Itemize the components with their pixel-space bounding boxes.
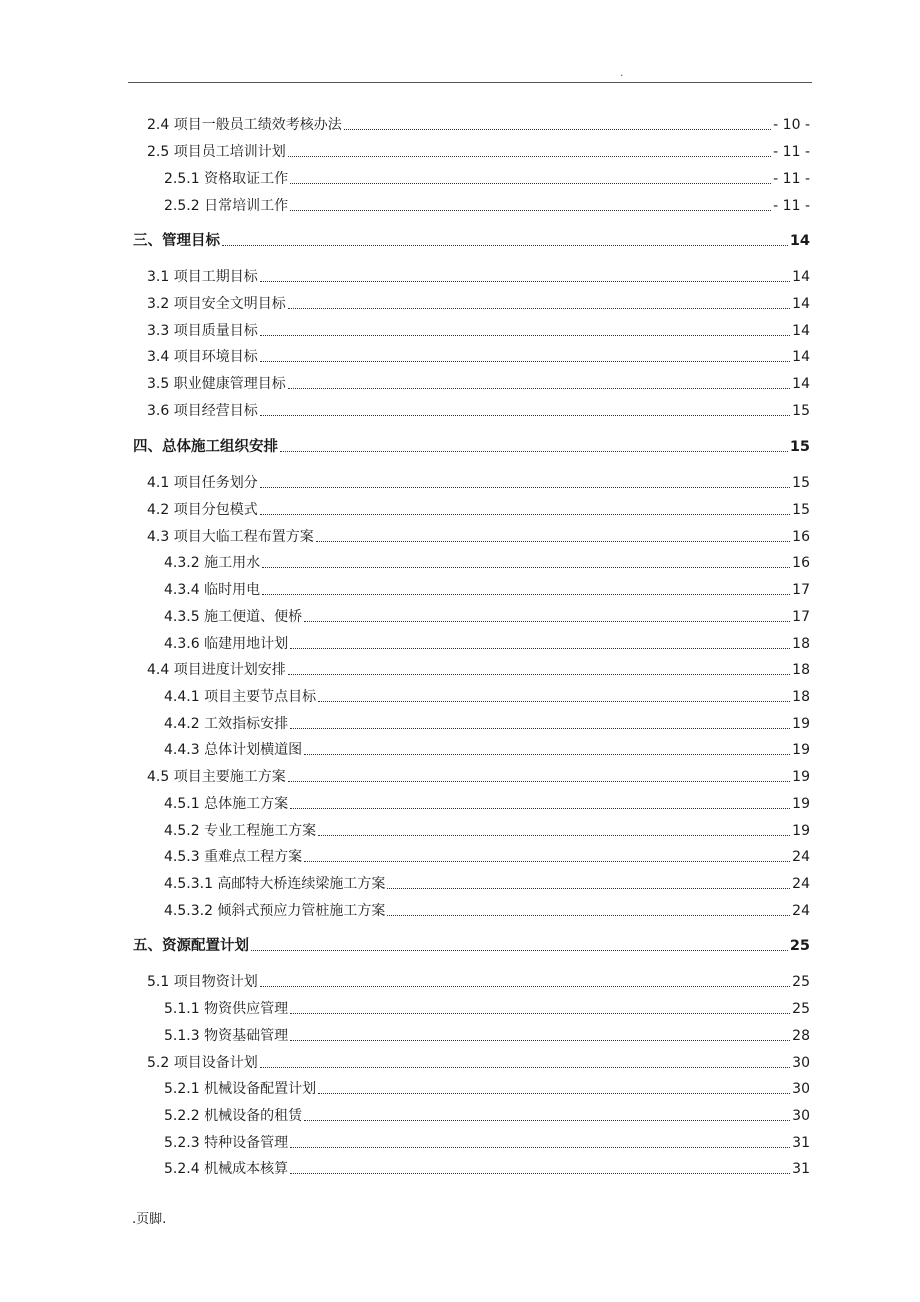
toc-entry-label: 5.2.2 机械设备的租赁 <box>164 1108 303 1124</box>
toc-entry[interactable] <box>147 143 810 161</box>
toc-entry[interactable] <box>164 795 810 813</box>
toc-entry-label: 4.3 项目大临工程布置方案 <box>147 529 314 545</box>
toc-leader-dots <box>304 1119 790 1121</box>
toc-leader-dots <box>290 209 771 211</box>
toc-entry-label: 4.5.3.1 高邮特大桥连续梁施工方案 <box>164 876 386 892</box>
toc-entry[interactable] <box>147 768 810 786</box>
toc-entry-page: 19 <box>792 823 810 839</box>
toc-entry[interactable] <box>164 1160 810 1178</box>
toc-entry-page: 18 <box>792 662 810 678</box>
toc-entry-page: 24 <box>792 903 810 919</box>
toc-entry-label: 4.3.2 施工用水 <box>164 555 261 571</box>
toc-entry-page: 16 <box>792 529 810 545</box>
toc-entry-label: 4.3.4 临时用电 <box>164 582 261 598</box>
toc-entry[interactable] <box>164 635 810 653</box>
toc-entry-page: 25 <box>792 1001 810 1017</box>
toc-leader-dots <box>318 834 790 836</box>
toc-entry[interactable] <box>164 1027 810 1045</box>
toc-entry-page: 18 <box>792 636 810 652</box>
toc-entry[interactable] <box>164 1000 810 1018</box>
toc-entry[interactable] <box>164 1107 810 1125</box>
toc-entry-label: 2.4 项目一般员工绩效考核办法 <box>147 117 342 133</box>
toc-leader-dots <box>288 673 790 675</box>
toc-entry-page: 17 <box>792 609 810 625</box>
toc-entry-page: 17 <box>792 582 810 598</box>
toc-entry-page: 25 <box>789 938 810 954</box>
toc-entry[interactable] <box>133 937 810 955</box>
toc-entry-page: 18 <box>792 689 810 705</box>
toc-entry-label: 4.3.6 临建用地计划 <box>164 636 289 652</box>
header-rule <box>128 82 812 83</box>
toc-entry-page: 19 <box>792 742 810 758</box>
toc-entry[interactable] <box>147 116 810 134</box>
toc-entry-label: 4.4.2 工效指标安排 <box>164 716 289 732</box>
toc-entry-page: 14 <box>792 269 810 285</box>
toc-entry-page: 25 <box>792 974 810 990</box>
toc-leader-dots <box>387 887 790 889</box>
toc-leader-dots <box>280 450 788 452</box>
toc-leader-dots <box>260 486 790 488</box>
toc-leader-dots <box>251 949 788 951</box>
toc-leader-dots <box>288 387 790 389</box>
toc-entry-page: 30 <box>792 1055 810 1071</box>
toc-entry-label: 4.2 项目分包模式 <box>147 502 258 518</box>
toc-entry[interactable] <box>133 232 810 250</box>
toc-entry-page: 15 <box>792 502 810 518</box>
toc-entry[interactable] <box>164 741 810 759</box>
toc-entry-label: 5.1.3 物资基础管理 <box>164 1028 289 1044</box>
toc-entry-label: 3.5 职业健康管理目标 <box>147 376 286 392</box>
toc-leader-dots <box>260 360 790 362</box>
toc-entry-label: 2.5 项目员工培训计划 <box>147 144 286 160</box>
toc-entry[interactable] <box>147 661 810 679</box>
toc-leader-dots <box>260 985 790 987</box>
toc-entry-label: 5.1.1 物资供应管理 <box>164 1001 289 1017</box>
toc-leader-dots <box>260 1066 790 1068</box>
toc-leader-dots <box>260 280 790 282</box>
toc-entry-label: 4.4 项目进度计划安排 <box>147 662 286 678</box>
toc-entry[interactable] <box>147 1054 810 1072</box>
toc-leader-dots <box>290 182 771 184</box>
toc-entry-label: 4.4.1 项目主要节点目标 <box>164 689 317 705</box>
toc-leader-dots <box>290 1012 790 1014</box>
toc-entry-label: 2.5.2 日常培训工作 <box>164 198 289 214</box>
toc-entry-label: 四、总体施工组织安排 <box>133 439 278 455</box>
toc-entry-label: 4.4.3 总体计划横道图 <box>164 742 303 758</box>
toc-leader-dots <box>290 1146 790 1148</box>
toc-entry-page: 28 <box>792 1028 810 1044</box>
toc-leader-dots <box>260 334 790 336</box>
toc-leader-dots <box>290 727 790 729</box>
toc-entry-page: 19 <box>792 716 810 732</box>
toc-entry[interactable] <box>147 501 810 519</box>
toc-entry[interactable] <box>147 348 810 366</box>
toc-entry-label: 3.4 项目环境目标 <box>147 349 258 365</box>
toc-entry-page: 30 <box>792 1108 810 1124</box>
toc-entry[interactable] <box>164 688 810 706</box>
toc-entry-page: - 11 - <box>773 144 810 160</box>
toc-entry[interactable] <box>164 1080 810 1098</box>
toc-leader-dots <box>387 914 790 916</box>
page-footer: .页脚. <box>132 1212 167 1227</box>
toc-entry[interactable] <box>133 438 810 456</box>
toc-entry-page: 16 <box>792 555 810 571</box>
toc-entry-label: 4.1 项目任务划分 <box>147 475 258 491</box>
toc-entry[interactable] <box>164 875 810 893</box>
toc-leader-dots <box>288 155 771 157</box>
toc-entry[interactable] <box>164 902 810 920</box>
toc-entry-label: 4.5 项目主要施工方案 <box>147 769 286 785</box>
toc-entry-page: 31 <box>792 1135 810 1151</box>
toc-entry-label: 3.3 项目质量目标 <box>147 323 258 339</box>
toc-leader-dots <box>262 566 790 568</box>
toc-entry[interactable] <box>164 822 810 840</box>
toc-entry-page: 14 <box>792 296 810 312</box>
toc-entry-label: 2.5.1 资格取证工作 <box>164 171 289 187</box>
toc-leader-dots <box>288 307 790 309</box>
toc-entry-page: 15 <box>792 403 810 419</box>
toc-leader-dots <box>290 647 790 649</box>
toc-entry-label: 5.2 项目设备计划 <box>147 1055 258 1071</box>
toc-leader-dots <box>304 753 790 755</box>
toc-entry[interactable] <box>164 581 810 599</box>
toc-entry-label: 五、资源配置计划 <box>133 938 249 954</box>
toc-entry-page: - 11 - <box>773 171 810 187</box>
toc-leader-dots <box>318 700 790 702</box>
toc-leader-dots <box>290 1039 790 1041</box>
toc-entry-page: 14 <box>789 233 810 249</box>
toc-entry-page: 15 <box>789 439 810 455</box>
toc-entry-page: 24 <box>792 849 810 865</box>
toc-leader-dots <box>344 128 771 130</box>
toc-entry-page: 19 <box>792 796 810 812</box>
toc-entry-label: 4.5.3 重难点工程方案 <box>164 849 303 865</box>
toc-entry-page: - 11 - <box>773 198 810 214</box>
toc-entry-page: 15 <box>792 475 810 491</box>
toc-entry[interactable] <box>147 973 810 991</box>
toc-leader-dots <box>290 1172 790 1174</box>
toc-entry-label: 5.1 项目物资计划 <box>147 974 258 990</box>
toc-entry[interactable] <box>147 375 810 393</box>
toc-leader-dots <box>316 540 790 542</box>
toc-entry[interactable] <box>164 170 810 188</box>
toc-entry-label: 4.3.5 施工便道、便桥 <box>164 609 303 625</box>
toc-entry[interactable] <box>147 402 810 420</box>
toc-entry-label: 5.2.3 特种设备管理 <box>164 1135 289 1151</box>
toc-entry-label: 4.5.3.2 倾斜式预应力管桩施工方案 <box>164 903 386 919</box>
toc-entry-label: 3.1 项目工期目标 <box>147 269 258 285</box>
toc-entry[interactable] <box>164 197 810 215</box>
toc-entry-page: - 10 - <box>773 117 810 133</box>
header-mark: . <box>620 66 624 79</box>
toc-leader-dots <box>288 780 790 782</box>
toc-entry-page: 14 <box>792 376 810 392</box>
toc-entry[interactable] <box>164 848 810 866</box>
toc-leader-dots <box>290 807 790 809</box>
toc-entry[interactable] <box>147 268 810 286</box>
toc-leader-dots <box>304 860 790 862</box>
toc-entry[interactable] <box>164 1134 810 1152</box>
toc-entry-page: 14 <box>792 349 810 365</box>
toc-entry-page: 24 <box>792 876 810 892</box>
toc-entry-page: 31 <box>792 1161 810 1177</box>
toc-entry-label: 4.5.1 总体施工方案 <box>164 796 289 812</box>
toc-entry[interactable] <box>164 554 810 572</box>
toc-entry[interactable] <box>147 474 810 492</box>
toc-entry[interactable] <box>147 295 810 313</box>
toc-leader-dots <box>222 244 788 246</box>
toc-entry[interactable] <box>147 322 810 340</box>
toc-leader-dots <box>318 1092 790 1094</box>
toc-entry-label: 5.2.1 机械设备配置计划 <box>164 1081 317 1097</box>
toc-leader-dots <box>260 414 790 416</box>
toc-entry-page: 14 <box>792 323 810 339</box>
toc-leader-dots <box>304 620 790 622</box>
toc-entry-label: 3.2 项目安全文明目标 <box>147 296 286 312</box>
toc-entry-page: 30 <box>792 1081 810 1097</box>
toc-entry-label: 5.2.4 机械成本核算 <box>164 1161 289 1177</box>
toc-entry-label: 4.5.2 专业工程施工方案 <box>164 823 317 839</box>
toc-entry-label: 3.6 项目经营目标 <box>147 403 258 419</box>
toc-leader-dots <box>262 593 790 595</box>
toc-entry-page: 19 <box>792 769 810 785</box>
toc-entry[interactable] <box>164 715 810 733</box>
toc-entry[interactable] <box>147 528 810 546</box>
toc-leader-dots <box>260 513 790 515</box>
toc-entry[interactable] <box>164 608 810 626</box>
toc-entry-label: 三、管理目标 <box>133 233 220 249</box>
